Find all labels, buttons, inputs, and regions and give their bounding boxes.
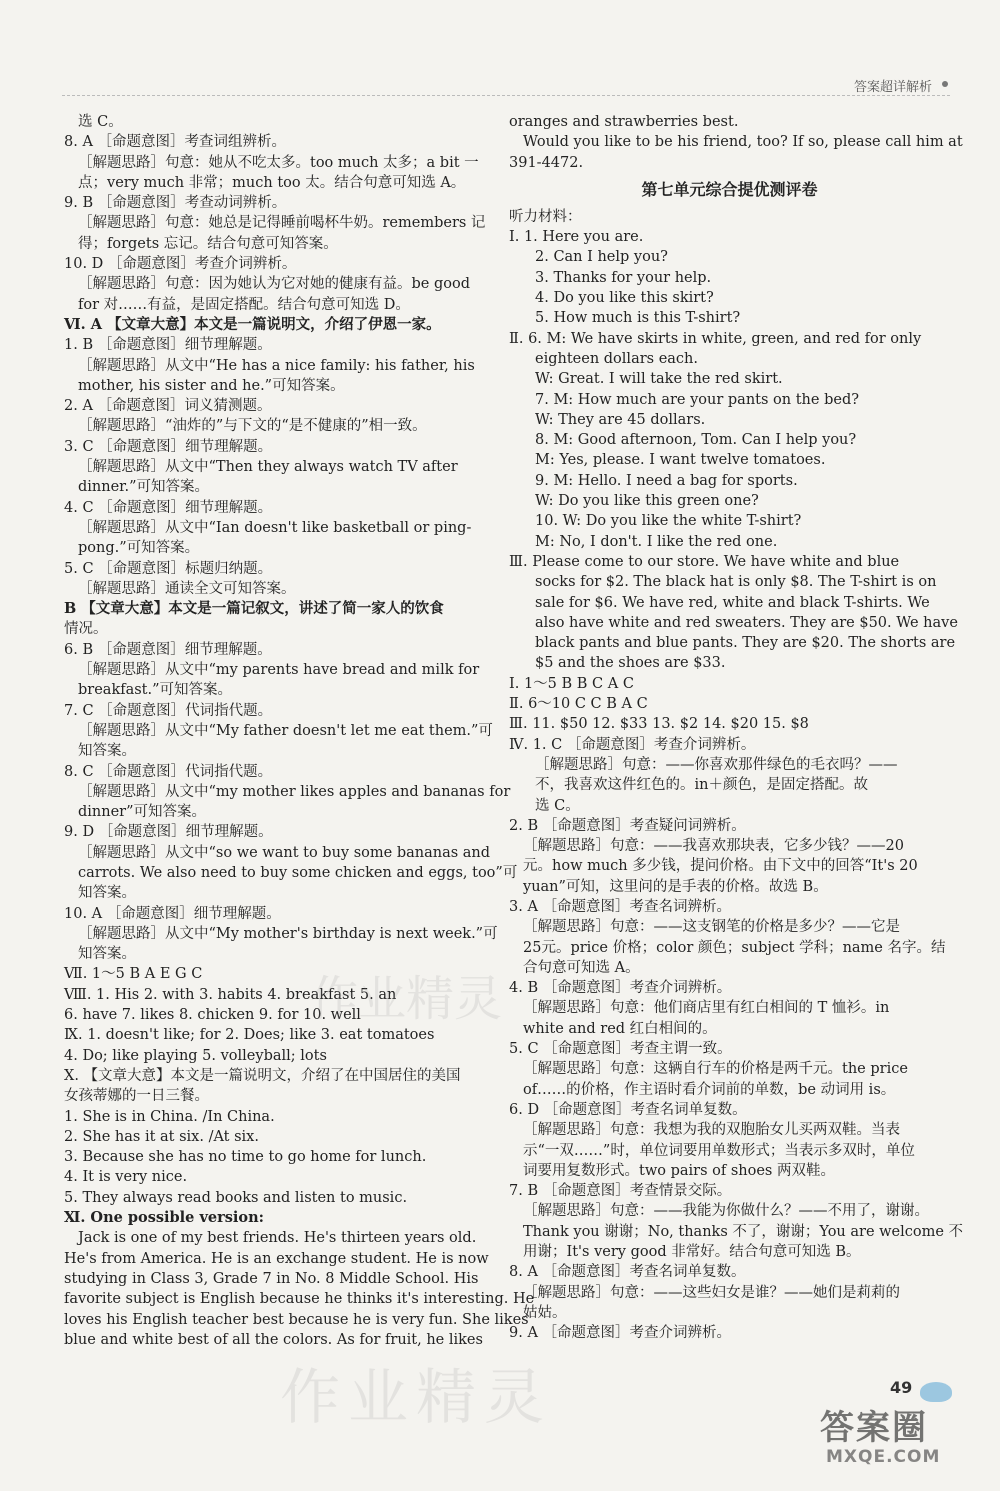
text-line: 2. She has it at six. /At six. bbox=[64, 1128, 259, 1145]
text-line: Ⅰ. 1. Here you are. bbox=[509, 229, 644, 246]
text-line: yuan”可知，这里问的是手表的价格。故选 B。 bbox=[523, 878, 828, 895]
text-line: 知答案。 bbox=[78, 885, 136, 902]
text-line: W: Great. I will take the red skirt. bbox=[535, 371, 783, 388]
text-line: ［解题思路］从文中“My mother's birthday is next week.”可 bbox=[78, 925, 498, 942]
text-line: Thank you 谢谢；No, thanks 不了，谢谢；You are welcome 不 bbox=[523, 1223, 964, 1240]
text-line: eighteen dollars each. bbox=[535, 350, 698, 367]
text-line: Would you like to be his friend, too? If so, please call him at bbox=[523, 134, 963, 151]
text-line: 1. She is in China. /In China. bbox=[64, 1108, 275, 1125]
text-line: also have white and red sweaters. They are $50. We have bbox=[535, 614, 958, 631]
text-line: $5 and the shoes are $33. bbox=[535, 655, 726, 672]
header-rule bbox=[62, 95, 950, 96]
text-line: 合句意可知选 A。 bbox=[523, 959, 640, 976]
text-line: 6. B ［命题意图］细节理解题。 bbox=[64, 641, 272, 658]
text-line: 391-4472. bbox=[509, 154, 584, 171]
text-line: oranges and strawberries best. bbox=[509, 114, 739, 130]
header-title: 答案超详解析 bbox=[853, 80, 932, 95]
text-line: loves his English teacher best because he is very fun. She likes bbox=[64, 1311, 529, 1328]
text-line: 3. Because she has no time to go home for lunch. bbox=[64, 1149, 427, 1166]
text-line: 点；very much 非常；much too 太。结合句意可知选 A。 bbox=[78, 174, 466, 191]
text-line: ［解题思路］从文中“Ian doesn't like basketball or ping- bbox=[78, 519, 472, 536]
text-line: sale for $6. We have red, white and black T-shirts. We bbox=[535, 594, 930, 611]
text-line: Ⅺ. One possible version: bbox=[64, 1209, 264, 1227]
text-line: 9. M: Hello. I need a bag for sports. bbox=[535, 472, 798, 489]
text-line: ［解题思路］从文中“My father doesn't let me eat them.”可 bbox=[78, 722, 493, 739]
text-line: blue and white best of all the colors. As for fruit, he likes bbox=[64, 1331, 483, 1348]
text-line: 5. C ［命题意图］考查主谓一致。 bbox=[509, 1041, 732, 1058]
text-line: ［解题思路］从文中“my parents have bread and milk for bbox=[78, 662, 480, 679]
text-line: 9. B ［命题意图］考查动词辨析。 bbox=[64, 195, 287, 212]
text-line: 听力材料： bbox=[509, 208, 582, 225]
text-line: dinner.”可知答案。 bbox=[78, 479, 210, 496]
text-line: 3. C ［命题意图］细节理解题。 bbox=[64, 438, 273, 455]
text-line: 4. Do you like this skirt? bbox=[535, 290, 714, 307]
page-number: 49 bbox=[890, 1378, 913, 1397]
text-line: studying in Class 3, Grade 7 in No. 8 Middle School. His bbox=[64, 1270, 479, 1287]
text-line: 25元。price 价格；color 颜色；subject 学科；name 名字。结 bbox=[523, 939, 946, 956]
text-line: ［解题思路］句意：——这些妇女是谁？——她们是莉莉的 bbox=[523, 1284, 900, 1301]
text-line: 8. A ［命题意图］考查词组辨析。 bbox=[64, 134, 287, 151]
text-line: of……的价格，作主语时看介词前的单数，be 动词用 is。 bbox=[523, 1081, 896, 1098]
text-line: ［解题思路］句意：她总是记得睡前喝杯牛奶。remembers 记 bbox=[78, 215, 486, 232]
text-line: Ⅰ. 1～5 B B C A C bbox=[509, 675, 634, 692]
text-line: 4. C ［命题意图］细节理解题。 bbox=[64, 499, 273, 516]
dolphin-mascot-icon bbox=[920, 1382, 952, 1402]
text-line: 1. B ［命题意图］细节理解题。 bbox=[64, 337, 272, 354]
text-line: 选 C。 bbox=[535, 797, 580, 814]
text-line: Jack is one of my best friends. He's thirteen years old. bbox=[78, 1230, 477, 1247]
text-line: 4. Do; like playing 5. volleyball; lots bbox=[64, 1047, 327, 1064]
text-line: 5. They always read books and listen to music. bbox=[64, 1189, 408, 1206]
text-line: carrots. We also need to buy some chicken and eggs, too”可 bbox=[78, 864, 518, 881]
text-line: 10. W: Do you like the white T-shirt? bbox=[535, 513, 802, 530]
text-line: 元。how much 多少钱，提问价格。由下文中的回答“It's 20 bbox=[523, 858, 918, 875]
text-line: ［解题思路］从文中“He has a nice family: his father, his bbox=[78, 357, 475, 374]
text-line: 7. C ［命题意图］代词指代题。 bbox=[64, 702, 273, 719]
text-line: ［解题思路］句意：——我喜欢那块表，它多少钱？——20 bbox=[523, 838, 904, 855]
text-line: 词要用复数形式。two pairs of shoes 两双鞋。 bbox=[523, 1162, 835, 1179]
text-line: B 【文章大意】本文是一篇记叙文，讲述了简一家人的饮食 bbox=[64, 600, 444, 618]
text-line: socks for $2. The black hat is only $8. The T-shirt is on bbox=[535, 574, 937, 591]
text-line: 6. D ［命题意图］考查名词单复数。 bbox=[509, 1101, 747, 1118]
text-line: favorite subject is English because he thinks it's interesting. He bbox=[64, 1291, 535, 1308]
watermark-mid: 作业精灵 bbox=[310, 971, 503, 1027]
text-line: ［解题思路］从文中“Then they always watch TV after bbox=[78, 459, 458, 476]
text-line: 不，我喜欢这件红色的。in＋颜色，是固定搭配。故 bbox=[535, 777, 868, 794]
text-line: dinner”可知答案。 bbox=[78, 804, 207, 821]
text-line: Ⅵ. A 【文章大意】本文是一篇说明文，介绍了伊恩一家。 bbox=[64, 315, 441, 333]
text-line: 9. D ［命题意图］细节理解题。 bbox=[64, 824, 273, 841]
text-line: ［解题思路］句意：因为她认为它对她的健康有益。be good bbox=[78, 276, 470, 293]
text-line: 3. A ［命题意图］考查名词辨析。 bbox=[509, 898, 732, 915]
text-line: 2. Can I help you? bbox=[535, 249, 668, 266]
text-line: 5. How much is this T-shirt? bbox=[535, 310, 741, 327]
text-line: 3. Thanks for your help. bbox=[535, 269, 712, 286]
text-line: ［解题思路］句意：——你喜欢那件绿色的毛衣吗？—— bbox=[535, 756, 898, 773]
text-line: ［解题思路］“油炸的”与下文的“是不健康的”相一致。 bbox=[78, 418, 427, 435]
text-line: ［解题思路］通读全文可知答案。 bbox=[78, 580, 296, 597]
text-line: 4. It is very nice. bbox=[64, 1169, 188, 1186]
text-line: Ⅳ. 1. C ［命题意图］考查介词辨析。 bbox=[509, 736, 756, 753]
text-line: Ⅶ. 1～5 B A E G C bbox=[64, 966, 203, 983]
text-line: 示“一双……”时，单位词要用单数形式；当表示多双时，单位 bbox=[523, 1142, 915, 1159]
right-column-main bbox=[509, 207, 964, 1344]
text-line: ［解题思路］从文中“so we want to buy some bananas and bbox=[78, 844, 491, 861]
text-line: 姑姑。 bbox=[523, 1304, 567, 1321]
text-line: 8. A ［命题意图］考查名词单复数。 bbox=[509, 1264, 746, 1281]
text-line: breakfast.”可知答案。 bbox=[78, 682, 233, 699]
text-line: 5. C ［命题意图］标题归纳题。 bbox=[64, 560, 273, 577]
text-line: 4. B ［命题意图］考查介词辨析。 bbox=[509, 980, 732, 997]
text-line: Ⅹ. 【文章大意】本文是一篇说明文，介绍了在中国居住的美国 bbox=[64, 1067, 461, 1084]
site-url: MXQE.COM bbox=[826, 1447, 941, 1467]
text-line: black pants and blue pants. They are $20. The shorts are bbox=[535, 635, 956, 652]
watermark-main: 作业精灵 bbox=[280, 1363, 552, 1433]
text-line: 2. A ［命题意图］词义猜测题。 bbox=[64, 398, 272, 415]
text-line: 用谢；It's very good 非常好。结合句意可知选 B。 bbox=[523, 1244, 861, 1261]
text-line: for 对……有益，是固定搭配。结合句意可知选 D。 bbox=[78, 296, 410, 313]
text-line: 7. B ［命题意图］考查情景交际。 bbox=[509, 1183, 732, 1200]
site-logo: 答案圈 bbox=[820, 1408, 928, 1448]
text-line: pong.”可知答案。 bbox=[78, 540, 200, 557]
text-line: Ⅲ. Please come to our store. We have white and blue bbox=[509, 553, 900, 570]
right-column bbox=[509, 112, 964, 1344]
text-line: M: No, I don't. I like the red one. bbox=[535, 533, 778, 550]
text-line: 选 C。 bbox=[78, 114, 123, 130]
text-line: Ⅸ. 1. doesn't like; for 2. Does; like 3. eat tomatoes bbox=[64, 1027, 435, 1044]
text-line: ［解题思路］句意：这辆自行车的价格是两千元。the price bbox=[523, 1061, 908, 1078]
text-line: 6. have 7. likes 8. chicken 9. for 10. well bbox=[64, 1007, 361, 1024]
text-line: Ⅲ. 11. $50 12. $33 13. $2 14. $20 15. $8 bbox=[509, 716, 809, 733]
text-line: Ⅷ. 1. His 2. with 3. habits 4. breakfast 5. an bbox=[64, 986, 397, 1003]
text-line: ［解题思路］句意：他们商店里有红白相间的 T 恤衫。in bbox=[523, 1000, 890, 1017]
text-line: 得；forgets 忘记。结合句意可知答案。 bbox=[78, 235, 338, 252]
text-line: W: Do you like this green one? bbox=[535, 493, 759, 510]
text-line: 女孩蒂娜的一日三餐。 bbox=[64, 1088, 209, 1105]
text-line: 9. A ［命题意图］考查介词辨析。 bbox=[509, 1325, 732, 1342]
text-line: 10. D ［命题意图］考查介词辨析。 bbox=[64, 256, 297, 273]
text-line: 知答案。 bbox=[78, 946, 136, 963]
text-line: Ⅱ. 6～10 C C B A C bbox=[509, 696, 648, 713]
text-line: 情况。 bbox=[64, 621, 108, 638]
text-line: M: Yes, please. I want twelve tomatoes. bbox=[535, 452, 826, 469]
text-line: 10. A ［命题意图］细节理解题。 bbox=[64, 905, 281, 922]
left-column bbox=[64, 112, 535, 1350]
text-line: 8. M: Good afternoon, Tom. Can I help you? bbox=[535, 432, 857, 449]
right-column-top bbox=[509, 112, 963, 173]
text-line: ［解题思路］句意：——这支钢笔的价格是多少？——它是 bbox=[523, 919, 900, 936]
text-line: 2. B ［命题意图］考查疑问词辨析。 bbox=[509, 817, 746, 834]
text-line: 8. C ［命题意图］代词指代题。 bbox=[64, 763, 273, 780]
text-line: 知答案。 bbox=[78, 743, 136, 760]
text-line: white and red 红白相间的。 bbox=[523, 1020, 717, 1037]
text-line: ［解题思路］从文中“my mother likes apples and bananas for bbox=[78, 783, 511, 800]
text-line: He's from America. He is an exchange student. He is now bbox=[64, 1250, 489, 1267]
text-line: Ⅱ. 6. M: We have skirts in white, green, and red for only bbox=[509, 330, 922, 347]
text-line: mother, his sister and he.”可知答案。 bbox=[78, 377, 345, 394]
text-line: W: They are 45 dollars. bbox=[535, 411, 706, 428]
header-dot-icon bbox=[942, 81, 948, 87]
section-title: 第七单元综合提优测评卷 bbox=[641, 179, 818, 199]
text-line: ［解题思路］句意：我想为我的双胞胎女儿买两双鞋。当表 bbox=[523, 1122, 900, 1139]
text-line: 7. M: How much are your pants on the bed? bbox=[535, 391, 859, 408]
text-line: ［解题思路］句意：——我能为你做什么？——不用了，谢谢。 bbox=[523, 1203, 929, 1220]
text-line: ［解题思路］句意：她从不吃太多。too much 太多；a bit 一 bbox=[78, 154, 479, 171]
